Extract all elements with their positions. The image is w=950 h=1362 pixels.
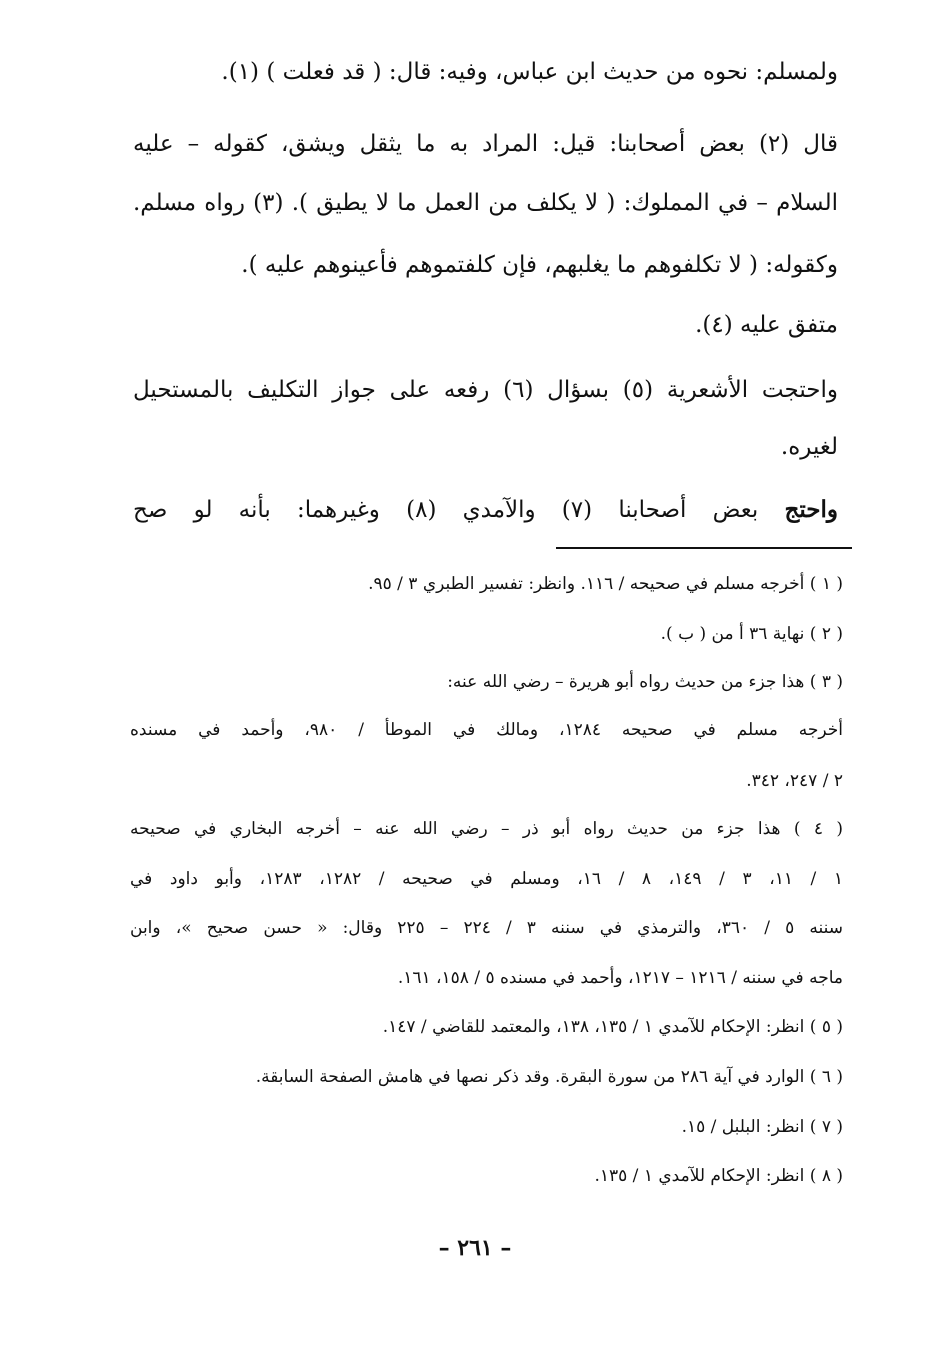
bold-word: واحتج: [784, 496, 839, 523]
body-line-5: متفق عليه (٤).: [695, 312, 838, 338]
footnote-4-line-2: ١ / ١١، ٣ / ١٤٩، ٨ / ١٦، ومسلم في صحيحه / ١٢٨٢، ١٢٨٣، وأبو داود في: [130, 869, 844, 889]
footnote-4: ( ٤ ) هذا جزء من حديث رواه أبو ذر – رضي الله عنه – أخرجه البخاري في صحيحه: [130, 819, 843, 839]
footnote-4-line-4: ماجه في سننه / ١٢١٦ – ١٢١٧، وأحمد في مسنده ٥ / ١٥٨، ١٦١.: [397, 968, 843, 988]
footnote-6: ( ٦ ) الوارد في آية ٢٨٦ من سورة البقرة. وقد ذكر نصها في هامش الصفحة السابقة.: [255, 1067, 843, 1087]
footnote-1: ( ١ ) أخرجه مسلم في صحيحه / ١١٦. وانظر: تفسير الطبري ٣ / ٩٥.: [368, 574, 843, 594]
footnote-7: ( ٧ ) انظر: البلبل / ١٥.: [681, 1117, 843, 1137]
body-line-1: ولمسلم: نحوه من حديث ابن عباس، وفيه: قال: ( قد فعلت ) (١).: [221, 59, 838, 85]
footnote-8: ( ٨ ) انظر: الإحكام للآمدي ١ / ١٣٥.: [594, 1166, 843, 1186]
body-line-4: وكقوله: ( لا تكلفوهم ما يغلبهم، فإن كلفتموهم فأعينوهم عليه ).: [241, 252, 838, 278]
body-line-7: لغيره.: [780, 434, 838, 460]
footnote-3-line-3: ٢ / ٢٤٧، ٣٤٢.: [746, 771, 843, 791]
footnote-separator: [556, 547, 852, 549]
page-number: – ٢٦١ –: [438, 1235, 512, 1261]
body-line-8: [133, 490, 838, 530]
footnote-3-line-2: أخرجه مسلم في صحيحه ١٢٨٤، ومالك في الموطأ / ٩٨٠، وأحمد في مسنده: [130, 720, 843, 740]
footnote-2: ( ٢ ) نهاية ٣٦ أ من ( ب ).: [660, 624, 843, 644]
footnote-4-line-3: سننه ٥ / ٣٦٠، والترمذي في سننه ٣ / ٢٢٤ – ٢٢٥ وقال: « حسن صحيح »، وابن: [130, 918, 843, 938]
body-line-3: السلام – في المملوك: ( لا يكلف من العمل ما لا يطيق ). (٣) رواه مسلم.: [133, 190, 839, 216]
body-line-8-rest: بعض أصحابنا (٧) والآمدي (٨) وغيرهما: بأنه لو صح: [133, 497, 785, 523]
body-line-6: واحتجت الأشعرية (٥) بسؤال (٦) رفعه على جواز التكليف بالمستحيل: [133, 377, 838, 403]
footnote-3: ( ٣ ) هذا جزء من حديث رواه أبو هريرة – رضي الله عنه:: [447, 672, 843, 692]
body-line-2: قال (٢) بعض أصحابنا: قيل: المراد به ما يثقل ويشق، كقوله – عليه: [133, 131, 838, 157]
footnote-5: ( ٥ ) انظر: الإحكام للآمدي ١ / ١٣٥، ١٣٨، والمعتمد للقاضي / ١٤٧.: [382, 1017, 843, 1037]
